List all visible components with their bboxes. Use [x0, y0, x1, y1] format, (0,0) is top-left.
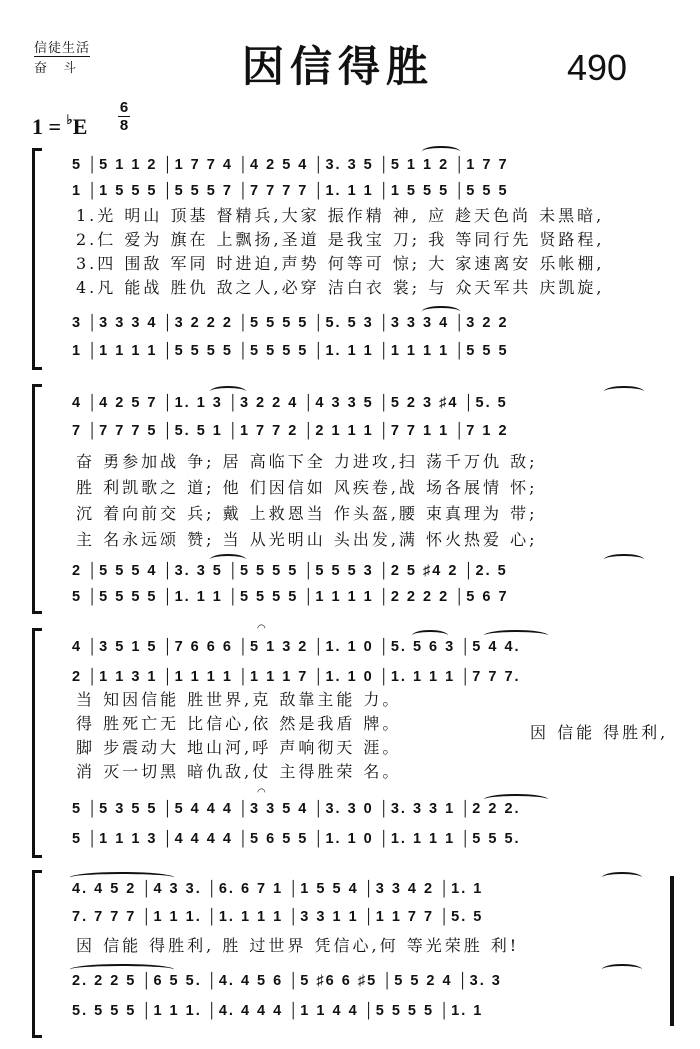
lyric-verse-1: 奋 勇参加战 争; 居 高临下全 力进攻,扫 荡千万仇 敌; [76, 452, 538, 471]
lyric-verse-1: 当 知因信能 胜世界,克 敌靠主能 力。 [76, 690, 402, 709]
bass-line: 5. 5 5 5 │1 1 1. │4. 4 4 4 │1 1 4 4 │5 5 5 5 │1. 1 [72, 1003, 484, 1019]
slur [604, 554, 644, 565]
lyric-verse-4: 4.凡 能战 胜仇 敌之人,必穿 洁白衣 裳; 与 众天军共 庆凯旋, [76, 278, 605, 297]
tenor-line: 2. 2 2 5 │6 5 5. │4. 4 5 6 │5 ♯6 6 ♯5 │5 5 2 4 │3. 3 [72, 973, 502, 989]
alto-line: 2 │1 1 3 1 │1 1 1 1 │1 1 1 7 │1. 1 0 │1. 1 1 1 │7 7 7. [72, 669, 521, 685]
system-brace [32, 148, 42, 370]
soprano-line: 5 │5 1 1 2 │1 7 7 4 │4 2 5 4 │3. 3 5 │5 1 1 2 │1 7 7 [72, 157, 509, 173]
tenor-line: 2 │5 5 5 4 │3. 3 5 │5 5 5 5 │5 5 5 3 │2 5 ♯4 2 │2. 5 [72, 563, 508, 579]
slur [210, 386, 246, 397]
flat-sign: ♭ [66, 112, 73, 127]
bass-line: 1 │1 1 1 1 │5 5 5 5 │5 5 5 5 │1. 1 1 │1 1 1 1 │5 5 5 [72, 343, 509, 359]
slur [422, 146, 460, 157]
alto-line: 1 │1 5 5 5 │5 5 5 7 │7 7 7 7 │1. 1 1 │1 5 5 5 │5 5 5 [72, 183, 509, 199]
time-signature [118, 100, 130, 133]
slur [604, 386, 644, 397]
category-label: 信徒生活 [34, 41, 91, 56]
bass-line: 5 │1 1 1 3 │4 4 4 4 │5 6 5 5 │1. 1 0 │1. 1 1 1 │5 5 5. [72, 831, 521, 847]
hymn-number: 490 [567, 47, 628, 88]
bass-line: 5 │5 5 5 5 │1. 1 1 │5 5 5 5 │1 1 1 1 │2 2 2 2 │5 6 7 [72, 589, 509, 605]
slur [484, 794, 548, 805]
slur [602, 872, 642, 883]
system-brace [32, 870, 42, 1038]
soprano-line: 4 │3 5 1 5 │7 6 6 6 │5 1 3 2 │1. 1 0 │5. 5 6 3 │5 4 4. [72, 639, 521, 655]
slur [70, 964, 174, 975]
slur [422, 306, 460, 317]
soprano-line: 4 │4 2 5 7 │1. 1 3 │3 2 2 4 │4 3 3 5 │5 2 3 ♯4 │5. 5 [72, 395, 508, 411]
time-denominator: 8 [119, 117, 129, 134]
slur [412, 630, 448, 641]
key-label: 1 = [32, 114, 67, 139]
score-system-1 [32, 148, 672, 370]
slur [70, 872, 174, 883]
fermata-mark: ◠ [257, 787, 266, 798]
alto-line: 7 │7 7 7 5 │5. 5 1 │1 7 7 2 │2 1 1 1 │7 7 1 1 │7 1 2 [72, 423, 509, 439]
lyric-verse-3: 3.四 围敌 军同 时进迫,声势 何等可 惊; 大 家速离安 乐帐棚, [76, 254, 605, 273]
score-system-4 [32, 870, 672, 1038]
lyric-verse-2: 得 胜死亡无 比信心,依 然是我盾 牌。 [76, 714, 402, 733]
subcategory-label: 奋 斗 [34, 61, 83, 76]
key-signature [32, 112, 87, 140]
lyric-verse-1: 1.光 明山 顶基 督精兵,大家 振作精 神, 应 趁天色尚 未黑暗, [76, 206, 605, 225]
lyric-verse-3: 脚 步震动大 地山河,呼 声响彻天 涯。 [76, 738, 402, 757]
system-brace [32, 628, 42, 858]
hymn-title: 因信得胜 [242, 42, 435, 91]
lyric-verse-3: 沉 着向前交 兵; 戴 上救恩当 作头盔,腰 束真理为 带; [76, 504, 538, 523]
score-system-3 [32, 623, 672, 858]
alto-line: 7. 7 7 7 │1 1 1. │1. 1 1 1 │3 3 1 1 │1 1 7 7 │5. 5 [72, 909, 484, 925]
final-barline [670, 876, 674, 1026]
lyric-refrain: 因 信能 得胜利, 胜 过世界 凭信心,何 等光荣胜 利! [76, 936, 520, 955]
lyric-verse-2: 胜 利凯歌之 道; 他 们因信如 风疾卷,战 场各展情 怀; [76, 478, 538, 497]
system-brace [32, 384, 42, 614]
lyric-verse-4: 消 灭一切黑 暗仇敌,仗 主得胜荣 名。 [76, 762, 402, 781]
lyric-verse-2: 2.仁 爱为 旗在 上飘扬,圣道 是我宝 刀; 我 等同行先 贤路程, [76, 230, 605, 249]
tenor-line: 3 │3 3 3 4 │3 2 2 2 │5 5 5 5 │5. 5 3 │3 3 3 4 │3 2 2 [72, 315, 509, 331]
lyric-verse-4: 主 名永远颂 赞; 当 从光明山 头出发,满 怀火热爱 心; [76, 530, 538, 549]
tenor-line: 5 │5 3 5 5 │5 4 4 4 │3 3 5 4 │3. 3 0 │3. 3 3 1 │2 2 2. [72, 801, 521, 817]
score-system-2 [32, 384, 672, 614]
slur [602, 964, 642, 975]
slur [210, 554, 246, 565]
soprano-line: 4. 4 5 2 │4 3 3. │6. 6 7 1 │1 5 5 4 │3 3 4 2 │1. 1 [72, 881, 484, 897]
key-note: E [72, 114, 88, 139]
fermata-mark: ◠ [257, 623, 266, 634]
slur [484, 630, 548, 641]
time-numerator: 6 [119, 99, 129, 116]
refrain-phrase: 因 信能 得胜利, [530, 723, 669, 742]
